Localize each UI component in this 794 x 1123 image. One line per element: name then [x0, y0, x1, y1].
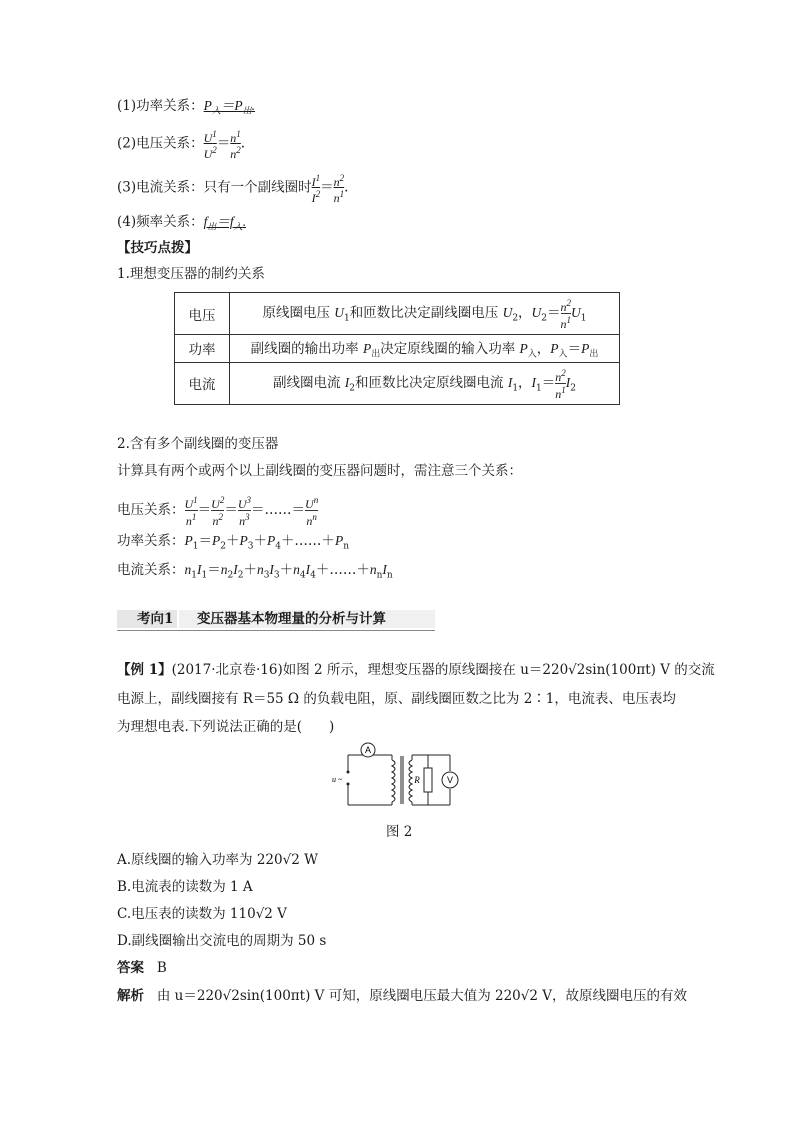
current-relation: (3)电流关系：只有一个副线圈时 $\frac{I^1}{I^2}$ ＝ $\frac{n^2}{n^1}$ . — [117, 173, 349, 205]
analysis-text: 由 u＝220√2sin(100πt) V 可知，原线圈电压最大值为 220√2 V，故原线圈电压的有效 — [156, 988, 687, 1004]
table-row — [175, 362, 620, 404]
current-relation-prefix: (3)电流关系：只有一个副线圈时 — [117, 179, 312, 196]
example-line-1 — [117, 660, 715, 680]
banner-tag: 考向1 — [137, 611, 174, 627]
tips-heading: 【技巧点拨】 — [117, 240, 198, 256]
answer-value: B — [156, 960, 167, 976]
option-a: A.原线圈的输入功率为 220√2 W — [117, 852, 318, 868]
example-tag: 【例 1】 — [117, 662, 172, 678]
resistor-label: R — [414, 775, 420, 785]
example-text-1: (2017·北京卷·16)如图 2 所示，理想变压器的原线圈接在 u＝220√2sin(100πt) V 的交流 — [171, 662, 715, 678]
table-value: 原线圈电压 $U_1$和匝数比决定副线圈电压 $U_2$，$U_2=$ $\frac{n^2}{n^1}$ $U_1$ — [230, 293, 620, 335]
multi-current-relation: 电流关系：$n_1I_1=n_2I_2+n_3I_3+n_4I_4+\dots\dots+n_nI_n$ — [117, 562, 393, 581]
example-line-3: 为理想电表.下列说法正确的是( ) — [117, 719, 335, 735]
section2-intro: 计算具有两个或两个以上副线圈的变压器问题时，需注意三个关系： — [117, 463, 522, 479]
multi-power-relation: 功率关系：$P_1=P_2+P_3+P_4+\dots\dots+P_n$ — [117, 533, 349, 552]
table-key: 功率 — [175, 335, 230, 363]
transformer-circuit-diagram — [330, 738, 466, 814]
multi-voltage-label: 电压关系： — [117, 502, 185, 518]
analysis-label: 解析 — [117, 988, 144, 1004]
banner-title: 变压器基本物理量的分析与计算 — [197, 611, 386, 627]
voltage-relation-prefix: (2)电压关系： — [117, 135, 204, 152]
voltage-relation: (2)电压关系： $\frac{U^1}{U^2}$ ＝ $\frac{n^1}{n^2}$ . — [117, 129, 246, 161]
table-key: 电流 — [175, 362, 230, 404]
option-c: C.电压表的读数为 110√2 V — [117, 906, 287, 922]
answer-line — [117, 958, 167, 978]
table-value: 副线圈电流 $I_2$和匝数比决定原线圈电流 $I_1$，$I_1=$ $\frac{n^2}{n^1}$ $I_2$ — [230, 362, 620, 404]
table-value: 副线圈的输出功率 $P_出$决定原线圈的输入功率 $P_入$，$P_入=P_出$ — [230, 335, 620, 363]
table-key: 电压 — [175, 293, 230, 335]
source-label: u ~ — [332, 775, 343, 784]
constraint-table — [174, 292, 620, 405]
section-banner — [117, 608, 435, 630]
power-relation-prefix: (1)功率关系： — [117, 98, 204, 114]
multi-voltage-relation: 电压关系： $\frac{U^1}{n^1}$ ＝ $\frac{U^2}{n^2}$ ＝ $\frac{U^3}{n^3}$ ＝……＝ $\frac{U^n}{n^n}$ — [117, 495, 319, 528]
option-d: D.副线圈输出交流电的周期为 50 s — [117, 933, 327, 949]
voltmeter-label: V — [446, 775, 454, 785]
section1-title: 1.理想变压器的制约关系 — [117, 266, 265, 282]
multi-power-label: 功率关系： — [117, 533, 185, 549]
power-relation — [117, 96, 255, 121]
table-row — [175, 335, 620, 363]
power-relation-formula: $P_入=P_出$. — [203, 98, 256, 116]
option-b: B.电流表的读数为 1 A — [117, 879, 253, 895]
frequency-relation-prefix: (4)频率关系： — [117, 214, 204, 230]
answer-label: 答案 — [117, 960, 144, 976]
frequency-relation — [117, 212, 246, 237]
frequency-relation-formula: $f_出=f_入$. — [203, 214, 247, 232]
section2-title: 2.含有多个副线圈的变压器 — [117, 436, 279, 452]
multi-current-label: 电流关系： — [117, 562, 185, 578]
figure-caption: 图 2 — [386, 824, 413, 840]
ammeter-label: A — [364, 745, 372, 755]
table-row — [175, 293, 620, 335]
example-line-2: 电源上，副线圈接有 R＝55 Ω 的负载电阻，原、副线圈匝数之比为 2∶1，电流表、电压表均 — [117, 691, 676, 707]
analysis-line — [117, 986, 687, 1006]
